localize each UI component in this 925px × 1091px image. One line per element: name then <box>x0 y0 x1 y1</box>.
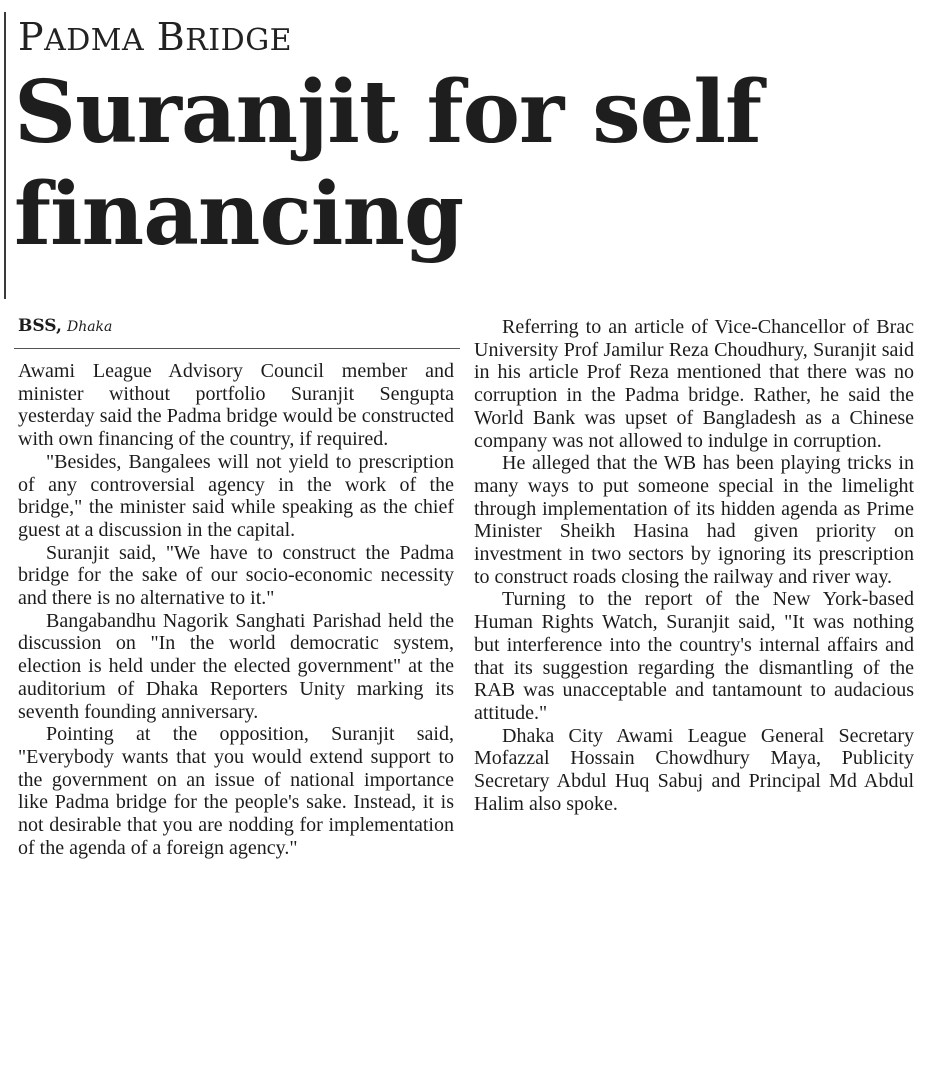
paragraph: Pointing at the opposition, Suranjit said, "Everybody wants that you would extend support to the government on an issue of national importance like Padma bridge for the people's sake. Instead, it is not desirable that you are nodding for implementation of the agenda of a foreign agency." <box>18 723 454 859</box>
article-column-right <box>474 316 914 815</box>
byline-place: Dhaka <box>66 319 113 335</box>
paragraph: "Besides, Bangalees will not yield to prescription of any controversial agency in the work of the bridge," the minister said while speaking as the chief guest at a discussion in the capital. <box>18 450 454 541</box>
paragraph: Dhaka City Awami League General Secretary Mofazzal Hossain Chowdhury Maya, Publicity Secretary Abdul Huq Sabuj and Principal Md Abdul Halim also spoke. <box>474 724 914 815</box>
left-column-rule <box>4 12 6 299</box>
paragraph: Bangabandhu Nagorik Sanghati Parishad held the discussion on "In the world democratic system, election is held under the elected government" at the auditorium of Dhaka Reporters Unity marking its seventh founding anniversary. <box>18 609 454 723</box>
paragraph: Turning to the report of the New York-based Human Rights Watch, Suranjit said, "It was nothing but interference into the country's internal affairs and that its suggestion regarding the dismantling of the RAB was unacceptable and tantamount to audacious attitude." <box>474 588 914 724</box>
kicker-word-rest-1: ADMA <box>44 23 145 58</box>
paragraph: Awami League Advisory Council member and minister without portfolio Suranjit Sengupta yesterday said the Padma bridge would be constructed with own financing of the country, if required. <box>18 360 454 451</box>
paragraph: Referring to an article of Vice-Chancellor of Brac University Prof Jamilur Reza Choudhury, Suranjit said in his article Prof Reza mentioned that there was no corruption in the Padma bridge. Rather, he said the World Bank was upset of Bangladesh as a Chinese company was not allowed to indulge in corruption. <box>474 316 914 452</box>
paragraph: He alleged that the WB has been playing tricks in many ways to put someone special in the limelight through implementation of its hidden agenda as Prime Minister Sheikh Hasina had given priority on investment in two sectors by ignoring its prescription to construct roads closing the railway and river way. <box>474 452 914 588</box>
kicker-initial-b: B <box>156 15 186 59</box>
kicker-word-rest-2: RIDGE <box>185 23 293 58</box>
paragraph: Suranjit said, "We have to construct the Padma bridge for the sake of our socio-economic necessity and there is no alternative to it." <box>18 541 454 610</box>
byline-divider <box>14 348 460 349</box>
byline-agency: BSS, <box>18 316 62 336</box>
kicker-initial-p: P <box>18 15 45 59</box>
article-headline: Suranjit for self financing <box>14 62 762 265</box>
byline <box>18 316 112 337</box>
section-kicker <box>18 14 292 64</box>
article-column-left <box>18 360 454 859</box>
